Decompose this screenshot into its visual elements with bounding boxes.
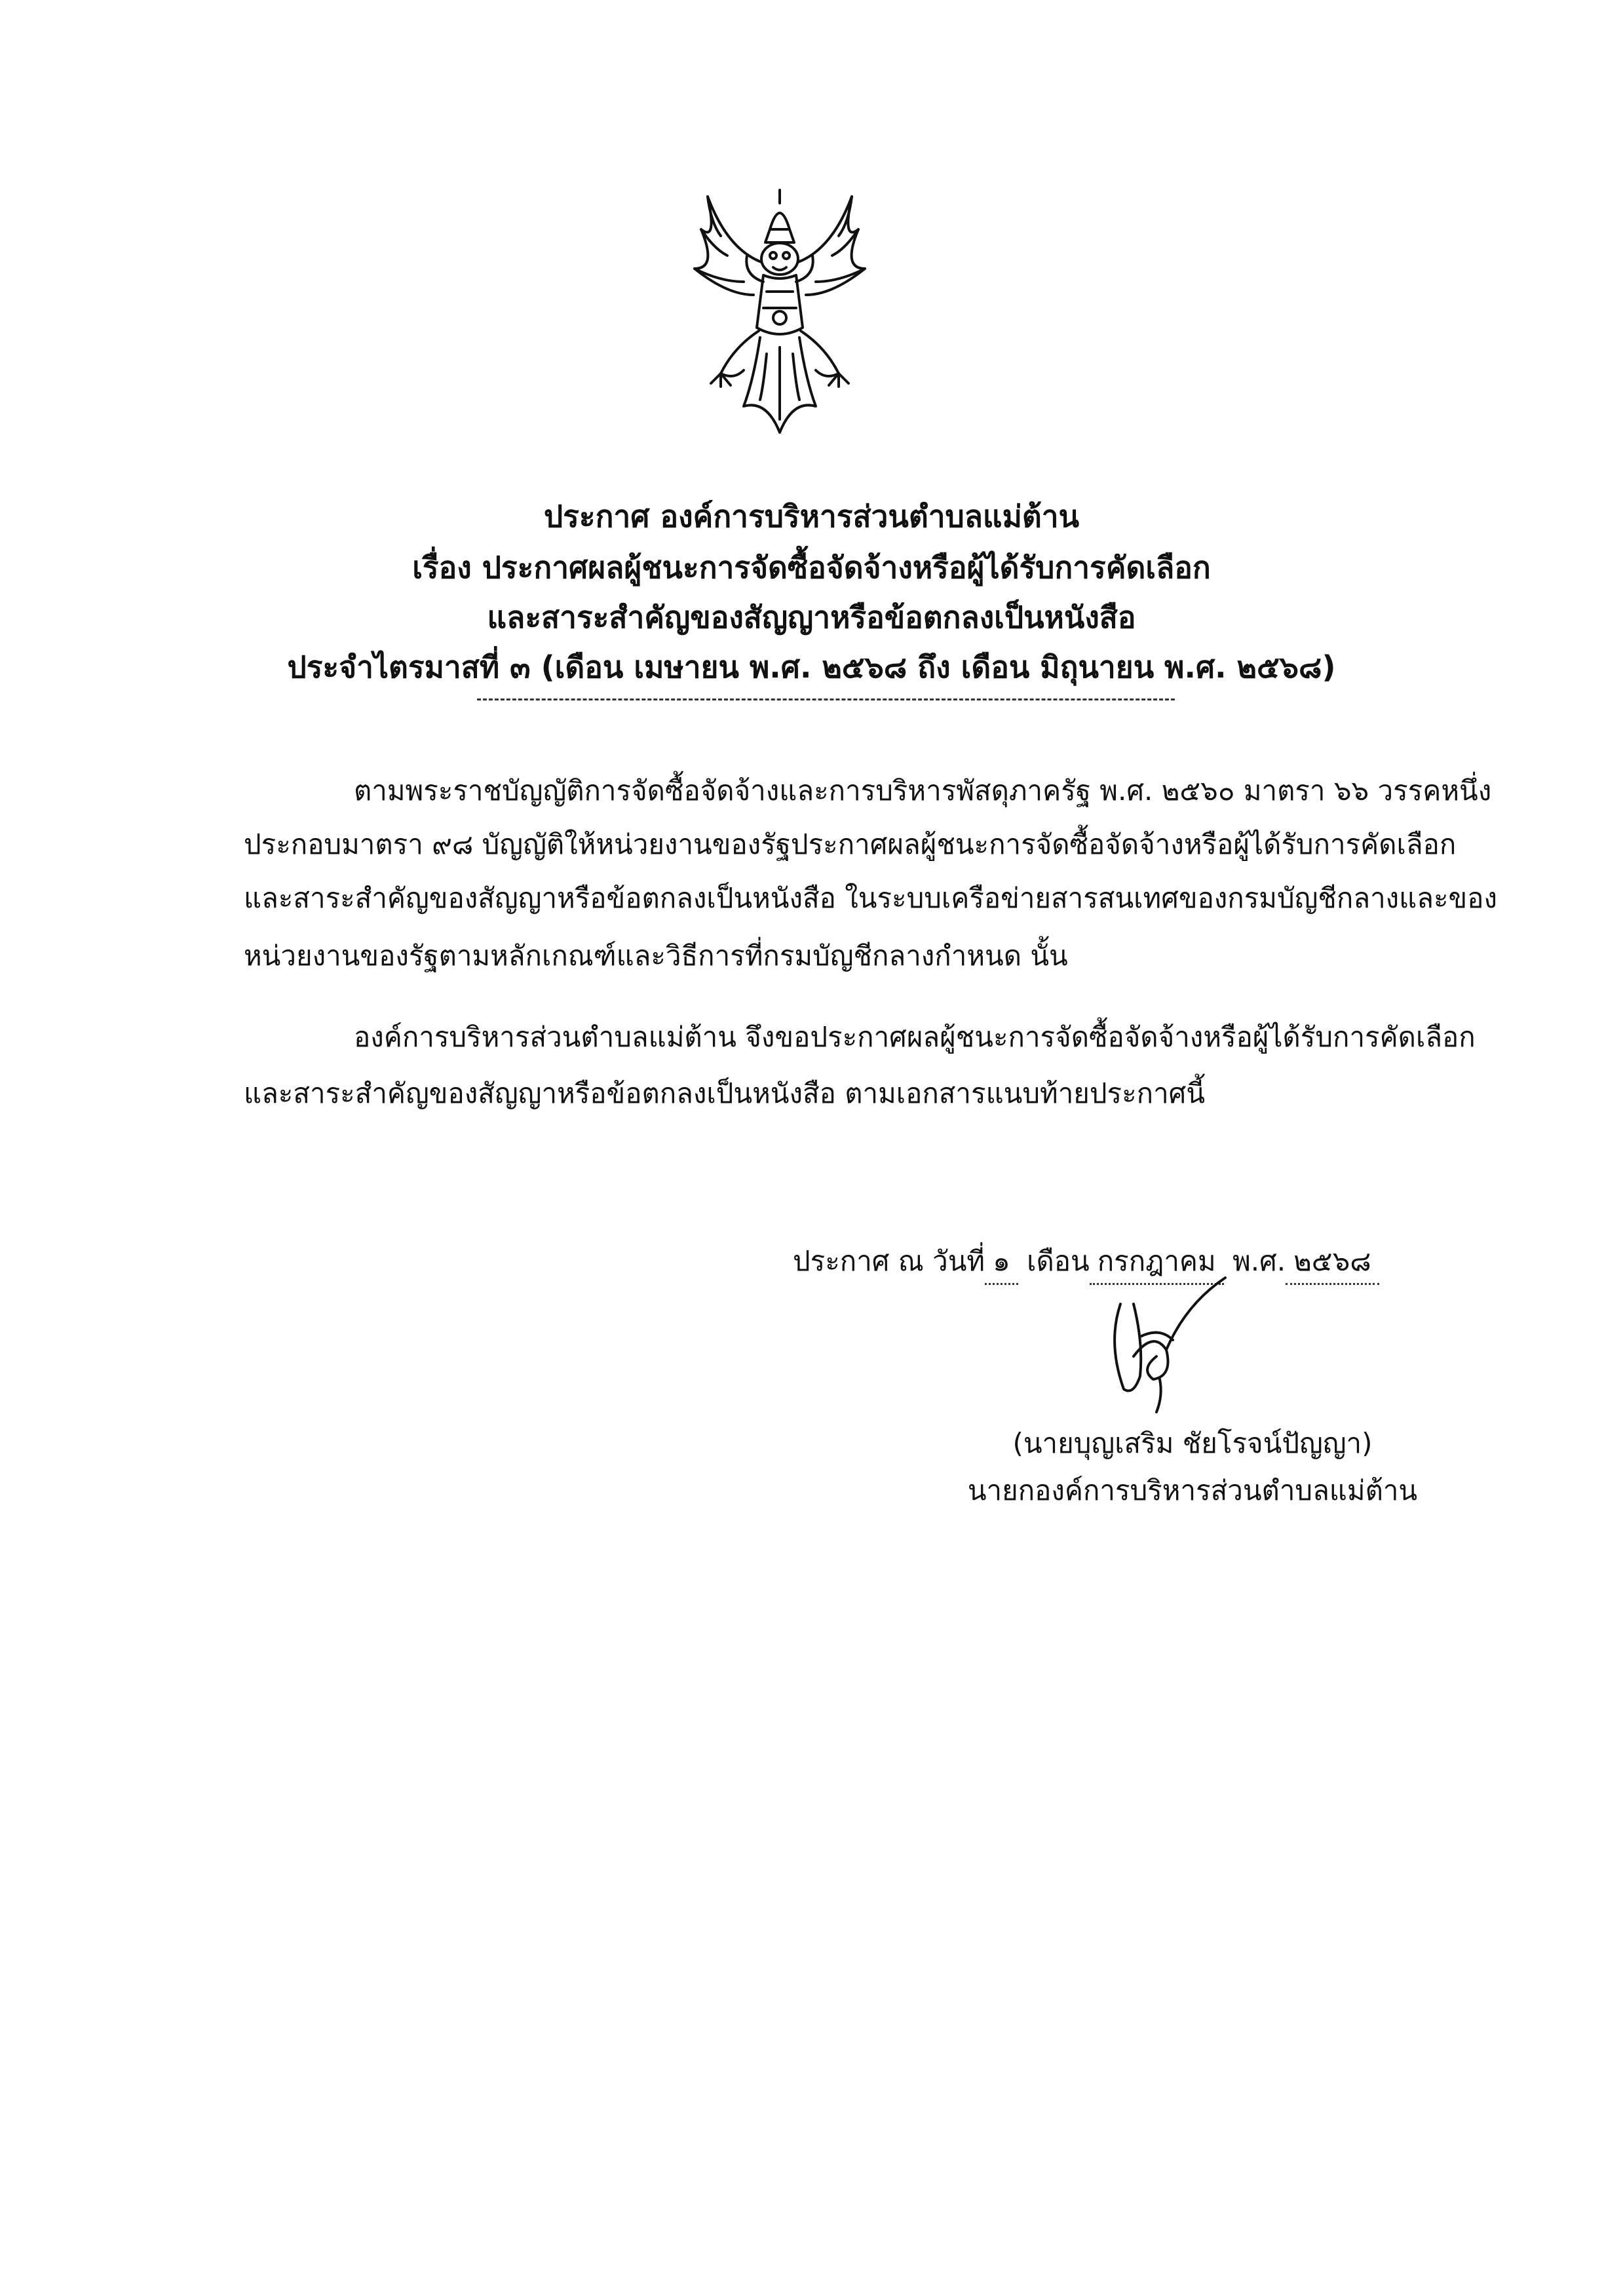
- paragraph-1-line-1: ตามพระราชบัญญัติการจัดซื้อจัดจ้างและการบริหารพัสดุภาครัฐ พ.ศ. ๒๕๖๐ มาตรา ๖๖ วรรคหนึ่ง: [354, 775, 1492, 807]
- paragraph-1-line-2: ประกอบมาตรา ๙๘ บัญญัติให้หน่วยงานของรัฐประกาศผลผู้ชนะการจัดซื้อจัดจ้างหรือผู้ได้รับการคัดเลือก: [244, 828, 1457, 860]
- heading-line-1: ประกาศ องค์การบริหารส่วนตำบลแม่ต้าน: [543, 499, 1080, 534]
- heading-divider: [477, 698, 1175, 700]
- heading-quarter: ประจำไตรมาสที่ ๓ (เดือน เมษายน พ.ศ. ๒๕๖๘ ถึง เดือน มิถุนายน พ.ศ. ๒๕๖๘): [287, 649, 1336, 685]
- heading-line-3: และสาระสำคัญของสัญญาหรือข้อตกลงเป็นหนังสือ: [487, 600, 1136, 635]
- signatory-name: (นายบุญเสริม ชัยโรจน์ปัญญา): [1012, 1427, 1373, 1459]
- date-month: กรกฎาคม: [1090, 1240, 1224, 1285]
- paragraph-2-line-2: และสาระสำคัญของสัญญาหรือข้อตกลงเป็นหนังสือ ตามเอกสารแนบท้ายประกาศนี้: [244, 1077, 1206, 1109]
- date-year: ๒๕๖๘: [1286, 1240, 1379, 1285]
- garuda-emblem-icon: [681, 183, 878, 446]
- heading-subject: เรื่อง ประกาศผลผู้ชนะการจัดซื้อจัดจ้างหรือผู้ได้รับการคัดเลือก: [412, 550, 1211, 585]
- paragraph-1-line-4: หน่วยงานของรัฐตามหลักเกณฑ์และวิธีการที่กรมบัญชีกลางกำหนด นั้น: [244, 940, 1068, 972]
- signatory-position: นายกองค์การบริหารส่วนตำบลแม่ต้าน: [967, 1474, 1418, 1506]
- paragraph-1-line-3: และสาระสำคัญของสัญญาหรือข้อตกลงเป็นหนังสือ ในระบบเครือข่ายสารสนเทศของกรมบัญชีกลางและของ: [244, 882, 1497, 914]
- handwritten-signature: [1094, 1265, 1265, 1415]
- date-year-label: พ.ศ.: [1232, 1245, 1286, 1277]
- date-month-label: เดือน: [1027, 1245, 1090, 1277]
- paragraph-2-line-1: องค์การบริหารส่วนตำบลแม่ต้าน จึงขอประกาศผลผู้ชนะการจัดซื้อจัดจ้างหรือผู้ได้รับการคัดเลือก: [354, 1021, 1476, 1053]
- announcement-date: [793, 1240, 1379, 1285]
- date-prefix: ประกาศ ณ วันที่: [793, 1245, 985, 1277]
- date-day: ๑: [985, 1240, 1018, 1285]
